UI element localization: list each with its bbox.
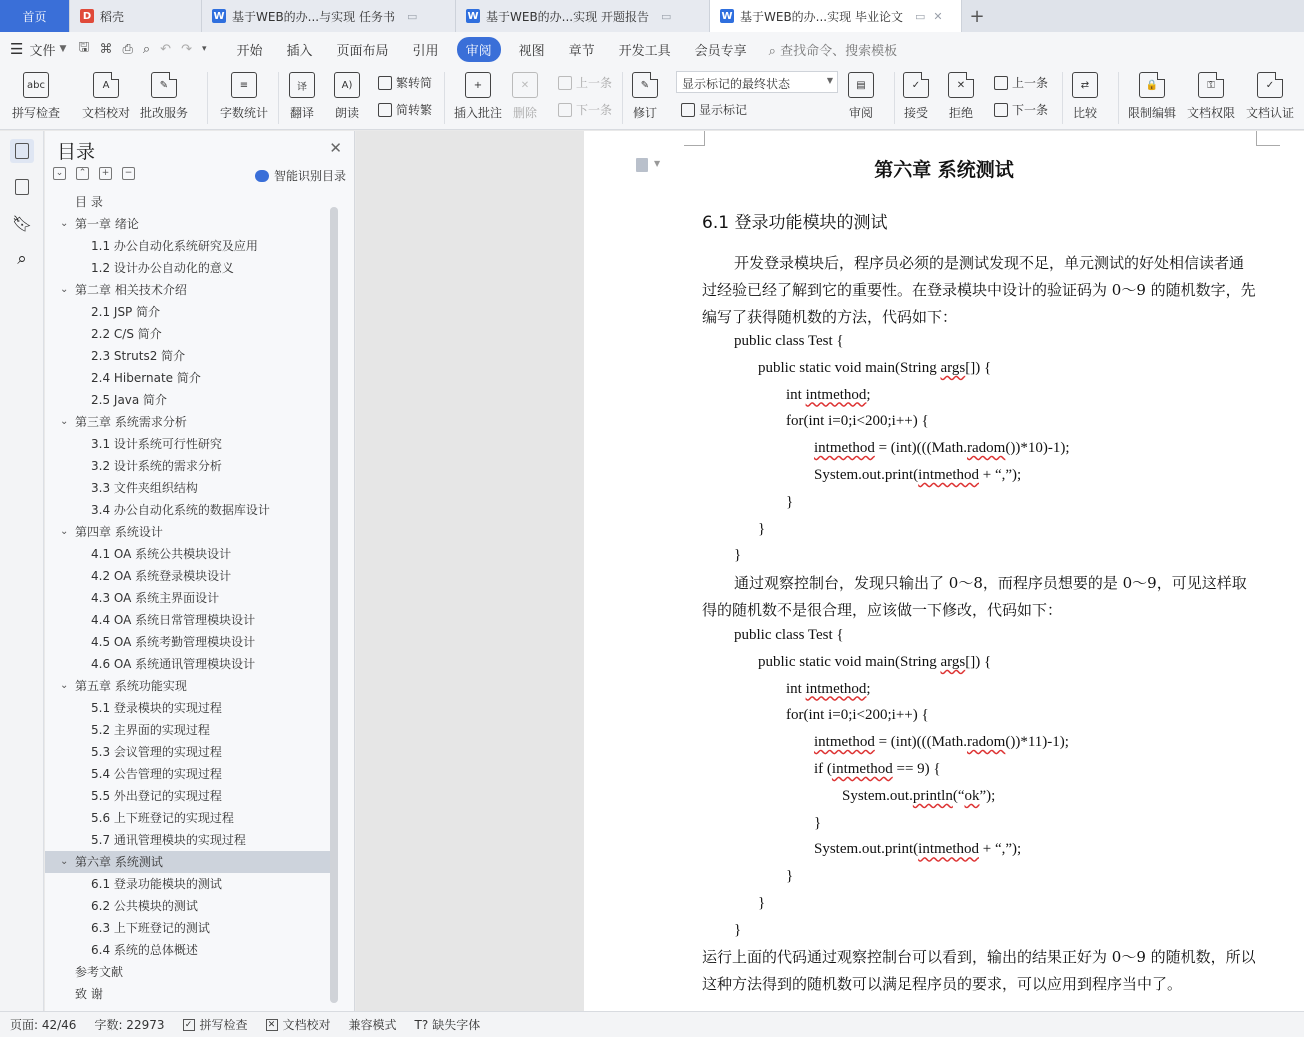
toc-item[interactable] — [45, 631, 332, 653]
toc-item-label: 5.4 公告管理的实现过程 — [91, 767, 222, 781]
lock-icon: 🔒 — [1139, 72, 1165, 98]
prev-comment-label: 上一条 — [576, 76, 613, 90]
insert-comment-icon: + — [465, 72, 491, 98]
tab-home[interactable] — [0, 0, 70, 32]
hamburger-icon: ☰ — [10, 40, 24, 58]
tab-doc-proposal-label: 基于WEB的办...实现 开题报告 — [486, 9, 649, 24]
toc-item[interactable] — [45, 741, 332, 763]
proofread-icon: ✕ — [266, 1019, 278, 1031]
toc-item-label: 第三章 系统需求分析 — [75, 415, 187, 429]
bookmark-rail-button[interactable] — [10, 211, 34, 235]
menu-layout[interactable]: 页面布局 — [336, 43, 389, 59]
word-doc-icon: W — [721, 10, 733, 22]
menu-reference[interactable]: 引用 — [412, 43, 439, 59]
menu-devtools[interactable]: 开发工具 — [618, 43, 671, 59]
insert-comment-label: 插入批注 — [454, 106, 503, 120]
spelling-error[interactable]: args — [940, 653, 966, 670]
proofread-label: 文档校对 — [82, 106, 131, 120]
page-indicator[interactable]: 页面: 42/46 — [10, 1018, 77, 1032]
compare-icon: ⇄ — [1072, 72, 1098, 98]
status-spell-label: 拼写检查 — [199, 1018, 248, 1032]
bookmark-icon: 🔖︎ — [11, 213, 33, 233]
menu-bar — [0, 32, 1304, 66]
review-ribbon — [0, 66, 1304, 130]
simp-to-trad-button[interactable] — [378, 101, 432, 118]
toc-toolbar — [53, 167, 135, 180]
prev-change-icon — [994, 76, 1008, 90]
toc-item[interactable] — [45, 521, 332, 543]
word-doc-icon: W — [467, 10, 479, 22]
margin-mark — [1256, 131, 1257, 145]
toc-item-label: 5.5 外出登记的实现过程 — [91, 789, 222, 803]
toc-item-label: 5.2 主界面的实现过程 — [91, 723, 210, 737]
spelling-error[interactable]: intmethod — [918, 841, 979, 858]
permission-icon: ⚿ — [1198, 72, 1224, 98]
doc-permission-label: 文档权限 — [1187, 106, 1236, 120]
file-menu[interactable] — [10, 40, 66, 59]
document-page[interactable] — [584, 131, 1304, 1011]
code-line: for(int i=0;i<200;i++) { — [786, 707, 929, 724]
compare-button[interactable] — [1072, 68, 1098, 121]
ribbon-divider — [1118, 72, 1119, 124]
toc-item[interactable] — [45, 345, 332, 367]
toc-item[interactable] — [45, 961, 332, 983]
tab-doc-proposal[interactable] — [456, 0, 710, 32]
code-line: } — [786, 868, 794, 885]
doc-certify-label: 文档认证 — [1246, 106, 1295, 120]
prev-comment-button[interactable] — [558, 74, 612, 91]
batch-service-button[interactable] — [140, 68, 188, 121]
ribbon-divider — [894, 72, 895, 124]
trad-to-simp-button[interactable] — [378, 74, 432, 91]
toc-item[interactable] — [45, 763, 332, 785]
translate-button[interactable] — [289, 68, 315, 121]
toc-item[interactable] — [45, 785, 332, 807]
chevron-down-icon: ▼ — [59, 44, 67, 54]
prev-change-label: 上一条 — [1012, 76, 1049, 90]
format-painter-icon[interactable]: ⌘ — [99, 41, 113, 57]
code-line: } — [758, 520, 766, 537]
spelling-error[interactable]: args — [940, 359, 966, 376]
toc-item-label: 2.4 Hibernate 简介 — [91, 371, 201, 385]
toc-item-label: 3.1 设计系统可行性研究 — [91, 437, 222, 451]
tab-docer[interactable] — [70, 0, 202, 32]
ribbon-divider — [1062, 72, 1063, 124]
toc-item[interactable] — [45, 829, 332, 851]
toc-item-label: 3.2 设计系统的需求分析 — [91, 459, 222, 473]
chevron-down-icon[interactable]: ⌄ — [60, 526, 69, 537]
toc-item[interactable] — [45, 411, 332, 433]
chevron-down-icon: ▼ — [654, 159, 661, 168]
next-comment-icon — [558, 103, 572, 117]
section-heading: 6.1 登录功能模块的测试 — [702, 213, 888, 233]
toc-item[interactable] — [45, 279, 332, 301]
compare-label: 比较 — [1072, 106, 1097, 120]
word-count-label: 字数统计 — [220, 106, 269, 120]
ribbon-divider — [622, 72, 623, 124]
word-count-button[interactable] — [220, 68, 268, 121]
toc-item-label: 4.3 OA 系统主界面设计 — [91, 591, 220, 605]
accept-button[interactable] — [903, 68, 929, 121]
toc-item-label: 第四章 系统设计 — [75, 525, 163, 539]
batch-service-label: 批改服务 — [140, 106, 189, 120]
proofread-icon: A — [93, 72, 119, 98]
tab-pin-icon[interactable]: ▭ — [660, 9, 672, 23]
reject-label: 拒绝 — [948, 106, 973, 120]
delete-comment-icon: ✕ — [512, 72, 538, 98]
toc-item[interactable] — [45, 807, 332, 829]
toc-item-label: 2.2 C/S 简介 — [91, 327, 162, 341]
toc-item[interactable] — [45, 455, 332, 477]
spelling-error[interactable]: ok — [964, 787, 980, 804]
toc-item[interactable] — [45, 433, 332, 455]
toc-item-label: 致 谢 — [75, 987, 103, 1001]
toc-item-label: 5.3 会议管理的实现过程 — [91, 745, 222, 759]
delete-comment-button[interactable] — [512, 68, 538, 121]
code-line: intmethod = (int)(((Math.radom())*10)-1); — [814, 440, 1070, 457]
toc-item[interactable] — [45, 477, 332, 499]
spelling-error[interactable]: radom — [967, 734, 1006, 751]
smart-toc-button[interactable] — [255, 167, 346, 184]
toc-item-label: 3.4 办公自动化系统的数据库设计 — [91, 503, 270, 517]
checkbox-icon: ✓ — [183, 1019, 195, 1031]
chevron-down-icon: ▼ — [826, 76, 833, 85]
compat-mode: 兼容模式 — [348, 1018, 397, 1032]
expand-all-icon[interactable]: + — [99, 167, 112, 180]
code-line: int intmethod; — [786, 386, 871, 403]
quick-access-toolbar — [78, 38, 206, 60]
markup-state-select[interactable] — [676, 71, 838, 93]
spelling-error[interactable]: radom — [967, 440, 1006, 457]
missing-fonts[interactable] — [415, 1016, 481, 1033]
status-bar — [0, 1011, 1304, 1037]
spell-check-button[interactable] — [12, 68, 60, 121]
toc-item-label: 4.4 OA 系统日常管理模块设计 — [91, 613, 256, 627]
review-pane-label: 审阅 — [848, 106, 873, 120]
chapter-heading: 第六章 系统测试 — [874, 159, 1014, 181]
toc-title: 目录 — [57, 141, 96, 163]
smart-toc-label: 智能识别目录 — [273, 169, 346, 183]
doc-permission-button[interactable] — [1187, 68, 1235, 121]
word-count[interactable]: 字数: 22973 — [94, 1018, 165, 1032]
customize-chevron-icon[interactable]: ▾ — [201, 44, 207, 54]
collapse-all-icon[interactable]: − — [122, 167, 135, 180]
command-search-label: 查找命令、搜索模板 — [780, 43, 898, 59]
code-line: int intmethod; — [786, 680, 871, 697]
track-changes-button[interactable] — [632, 68, 658, 121]
code-line: } — [758, 895, 766, 911]
doc-certify-button[interactable] — [1246, 68, 1294, 121]
toc-item[interactable] — [45, 675, 332, 697]
code-line: } — [814, 814, 822, 831]
status-spell-check[interactable] — [183, 1016, 248, 1033]
word-doc-icon: W — [213, 10, 225, 22]
code-line: } — [734, 547, 742, 564]
toc-item[interactable] — [45, 499, 332, 521]
toc-item[interactable] — [45, 917, 332, 939]
chapter-rail-button[interactable] — [10, 175, 34, 199]
toc-item[interactable] — [45, 257, 332, 279]
toc-item-label: 目 录 — [75, 195, 103, 209]
code-line: intmethod = (int)(((Math.radom())*11)-1); — [814, 734, 1069, 751]
toc-item[interactable] — [45, 851, 332, 873]
code-line: System.out.print(intmethod + “,”); — [814, 467, 1022, 483]
toc-item-label: 第一章 绪论 — [75, 217, 139, 231]
toc-item[interactable] — [45, 873, 332, 895]
show-markup-button[interactable] — [681, 101, 747, 118]
review-pane-icon: ▤ — [848, 72, 874, 98]
trad-to-simp-label: 繁转简 — [396, 76, 433, 90]
menu-start[interactable]: 开始 — [236, 43, 263, 59]
spelling-error[interactable]: intmethod — [814, 440, 875, 457]
toc-item-label: 2.5 Java 简介 — [91, 393, 168, 407]
code-line: } — [734, 921, 742, 938]
read-aloud-label: 朗读 — [334, 106, 359, 120]
spelling-error[interactable]: intmethod — [831, 761, 893, 777]
toc-item-label: 6.1 登录功能模块的测试 — [91, 877, 222, 891]
tab-doc-task[interactable] — [202, 0, 456, 32]
code-line: public static void main(String args[]) { — [758, 359, 992, 376]
restrict-editing-button[interactable] — [1128, 68, 1176, 121]
reject-button[interactable] — [948, 68, 974, 121]
tab-doc-thesis-label: 基于WEB的办...实现 毕业论文 — [740, 9, 903, 24]
tab-docer-label: 稻壳 — [100, 9, 125, 24]
next-comment-button[interactable] — [558, 101, 612, 118]
insert-comment-button[interactable] — [454, 68, 502, 121]
redo-icon[interactable]: ↷ — [181, 41, 192, 57]
translate-icon: 译 — [289, 72, 315, 98]
prev-change-button[interactable] — [994, 74, 1048, 91]
next-change-label: 下一条 — [1012, 103, 1049, 117]
toc-item-label: 4.1 OA 系统公共模块设计 — [91, 547, 232, 561]
body-paragraph: 通过观察控制台，发现只输出了 0～8，而程序员想要的是 0～9，可见这样取得的随机数不是很合理，应该做一下修改，代码如下： — [702, 574, 1247, 619]
toc-item-label: 2.3 Struts2 简介 — [91, 349, 186, 363]
undo-icon[interactable]: ↶ — [160, 41, 172, 57]
toc-panel — [45, 131, 355, 1011]
toc-item-label: 5.1 登录模块的实现过程 — [91, 701, 222, 715]
code-line: } — [786, 493, 794, 510]
batch-service-icon: ✎ — [151, 72, 177, 98]
delete-comment-label: 删除 — [512, 106, 537, 120]
font-icon: T? — [414, 1017, 429, 1032]
toc-item[interactable] — [45, 697, 332, 719]
toc-item[interactable] — [45, 543, 332, 565]
search-icon: ⌕ — [17, 249, 27, 269]
code-line: public static void main(String args[]) { — [758, 653, 992, 670]
toc-item[interactable] — [45, 301, 332, 323]
code-line: public class Test { — [734, 333, 844, 349]
toc-scrollbar[interactable] — [330, 207, 338, 1003]
toc-item[interactable] — [45, 389, 332, 411]
menu-view[interactable]: 视图 — [518, 43, 545, 59]
show-markup-icon — [681, 103, 695, 117]
track-changes-label: 修订 — [632, 106, 657, 120]
search-rail-button[interactable] — [10, 247, 34, 271]
restrict-editing-label: 限制编辑 — [1128, 106, 1177, 120]
toc-item[interactable] — [45, 235, 332, 257]
toc-item[interactable] — [45, 367, 332, 389]
toc-item-label: 6.3 上下班登记的测试 — [91, 921, 210, 935]
expand-level-icon[interactable]: ⌄ — [53, 167, 66, 180]
ribbon-divider — [207, 72, 208, 124]
body-paragraph: 运行上面的代码通过观察控制台可以看到，输出的结果正好为 0～9 的随机数，所以这种方法得到的随机数可以满足程序员的要求，可以应用到程序当中了。 — [702, 948, 1256, 993]
spell-check-icon: abc — [23, 72, 49, 98]
status-proofread[interactable] — [266, 1016, 331, 1033]
ribbon-divider — [444, 72, 445, 124]
tab-pin-icon[interactable]: ▭ — [406, 9, 418, 23]
ribbon-divider — [278, 72, 279, 124]
toc-item[interactable] — [45, 213, 332, 235]
toc-item[interactable] — [45, 939, 332, 961]
next-change-icon — [994, 103, 1008, 117]
tab-bar — [0, 0, 1304, 32]
menu-member[interactable]: 会员专享 — [694, 43, 747, 59]
print-preview-icon[interactable]: ⌕ — [142, 41, 151, 57]
document-outline-icon — [15, 143, 29, 159]
chevron-down-icon[interactable]: ⌄ — [60, 284, 69, 295]
review-pane-button[interactable] — [848, 68, 874, 121]
command-search[interactable] — [769, 40, 897, 59]
toc-list — [45, 191, 332, 1005]
toc-item[interactable] — [45, 719, 332, 741]
toc-rail-button[interactable] — [10, 139, 34, 163]
menu-insert[interactable]: 插入 — [286, 43, 313, 59]
toc-item[interactable] — [45, 565, 332, 587]
accept-label: 接受 — [903, 106, 928, 120]
save-icon[interactable]: 🖫 — [78, 40, 90, 55]
margin-mark — [684, 145, 705, 146]
menu-chapter[interactable]: 章节 — [568, 43, 595, 59]
translate-label: 翻译 — [289, 106, 314, 120]
proofread-button[interactable] — [82, 68, 130, 121]
spelling-error[interactable]: println — [912, 787, 953, 804]
tab-doc-task-label: 基于WEB的办...与实现 任务书 — [232, 9, 395, 24]
file-menu-label: 文件 — [29, 43, 56, 59]
toc-item-label: 5.6 上下班登记的实现过程 — [91, 811, 234, 825]
tab-home-label: 首页 — [22, 9, 47, 24]
tab-pin-icon[interactable]: ▭ — [914, 9, 926, 23]
margin-mark — [1256, 145, 1280, 146]
track-changes-icon: ✎ — [632, 72, 658, 98]
missing-fonts-label: 缺失字体 — [432, 1018, 481, 1032]
toc-item-label: 5.7 通讯管理模块的实现过程 — [91, 833, 246, 847]
word-count-icon: ≡ — [231, 72, 257, 98]
code-line: for(int i=0;i<200;i++) { — [786, 413, 929, 430]
certify-icon: ✓ — [1257, 72, 1283, 98]
tab-doc-thesis[interactable] — [710, 0, 962, 32]
status-proof-label: 文档校对 — [282, 1018, 331, 1032]
new-tab-button[interactable]: + — [969, 5, 985, 27]
simp-trad-icon — [378, 103, 392, 117]
close-icon[interactable]: ✕ — [329, 139, 342, 157]
code-line: System.out.print(intmethod + “,”); — [814, 841, 1022, 858]
toc-item-label: 2.1 JSP 简介 — [91, 305, 161, 319]
spelling-error[interactable]: intmethod — [814, 734, 875, 751]
margin-mark — [704, 131, 705, 145]
toc-item-label: 6.4 系统的总体概述 — [91, 943, 198, 957]
next-comment-label: 下一条 — [576, 103, 613, 117]
toc-item-label: 4.2 OA 系统登录模块设计 — [91, 569, 232, 583]
accept-icon: ✓ — [903, 72, 929, 98]
trad-simp-icon — [378, 76, 392, 90]
close-icon[interactable]: ✕ — [933, 9, 943, 23]
chevron-down-icon[interactable]: ⌄ — [60, 856, 69, 867]
markup-state-value: 显示标记的最终状态 — [682, 77, 791, 91]
toc-item-label: 第二章 相关技术介绍 — [75, 283, 187, 297]
toc-item[interactable] — [45, 653, 332, 675]
code-line: if (intmethod == 9) { — [814, 761, 941, 777]
side-rail — [0, 131, 44, 1011]
toc-item[interactable] — [45, 895, 332, 917]
toc-item-label: 4.5 OA 系统考勤管理模块设计 — [91, 635, 256, 649]
prev-comment-icon — [558, 76, 572, 90]
show-markup-label: 显示标记 — [699, 103, 748, 117]
docer-icon: D — [80, 9, 94, 23]
toc-item-label: 4.6 OA 系统通讯管理模块设计 — [91, 657, 256, 671]
spelling-error[interactable]: intmethod — [918, 467, 979, 483]
chapter-nav-icon — [15, 179, 29, 195]
search-icon: ⌕ — [768, 43, 776, 59]
menu-review[interactable]: 审阅 — [457, 37, 501, 62]
toc-scrollbar-thumb[interactable] — [330, 207, 338, 1003]
toc-item-label: 1.2 设计办公自动化的意义 — [91, 261, 234, 275]
read-aloud-icon: A) — [334, 72, 360, 98]
toc-item[interactable] — [45, 323, 332, 345]
next-change-button[interactable] — [994, 101, 1048, 118]
code-line: System.out.println(“ok”); — [842, 787, 996, 804]
toc-item-label: 第六章 系统测试 — [75, 855, 163, 869]
toc-item[interactable] — [45, 191, 332, 213]
ai-icon — [255, 170, 269, 182]
toc-item[interactable] — [45, 587, 332, 609]
body-paragraph: 开发登录模块后，程序员必须的是测试发现不足，单元测试的好处相信读者通过经验已经了解到它的重要性。在登录模块中设计的验证码为 0～9 的随机数字，先编写了获得随机数的方法，代码如下： — [702, 254, 1256, 326]
collapse-level-icon[interactable]: ⌃ — [76, 167, 89, 180]
read-aloud-button[interactable] — [334, 68, 360, 121]
toc-item[interactable] — [45, 609, 332, 631]
print-icon[interactable]: ⎙ — [122, 41, 133, 57]
spelling-error[interactable]: intmethod — [805, 680, 867, 697]
chevron-down-icon[interactable]: ⌄ — [60, 680, 69, 691]
document-canvas — [356, 131, 1304, 1011]
simp-to-trad-label: 简转繁 — [396, 103, 433, 117]
spelling-error[interactable]: intmethod — [805, 386, 867, 403]
toc-item-label: 1.1 办公自动化系统研究及应用 — [91, 239, 258, 253]
code-line: public class Test { — [734, 627, 844, 643]
toc-item[interactable] — [45, 983, 332, 1005]
chevron-down-icon[interactable]: ⌄ — [60, 218, 69, 229]
reject-icon: ✕ — [948, 72, 974, 98]
toc-item-label: 第五章 系统功能实现 — [75, 679, 187, 693]
toc-item-label: 参考文献 — [75, 965, 124, 979]
toc-item-label: 6.2 公共模块的测试 — [91, 899, 198, 913]
chevron-down-icon[interactable]: ⌄ — [60, 416, 69, 427]
spell-check-label: 拼写检查 — [12, 106, 61, 120]
toc-item-label: 3.3 文件夹组织结构 — [91, 481, 198, 495]
